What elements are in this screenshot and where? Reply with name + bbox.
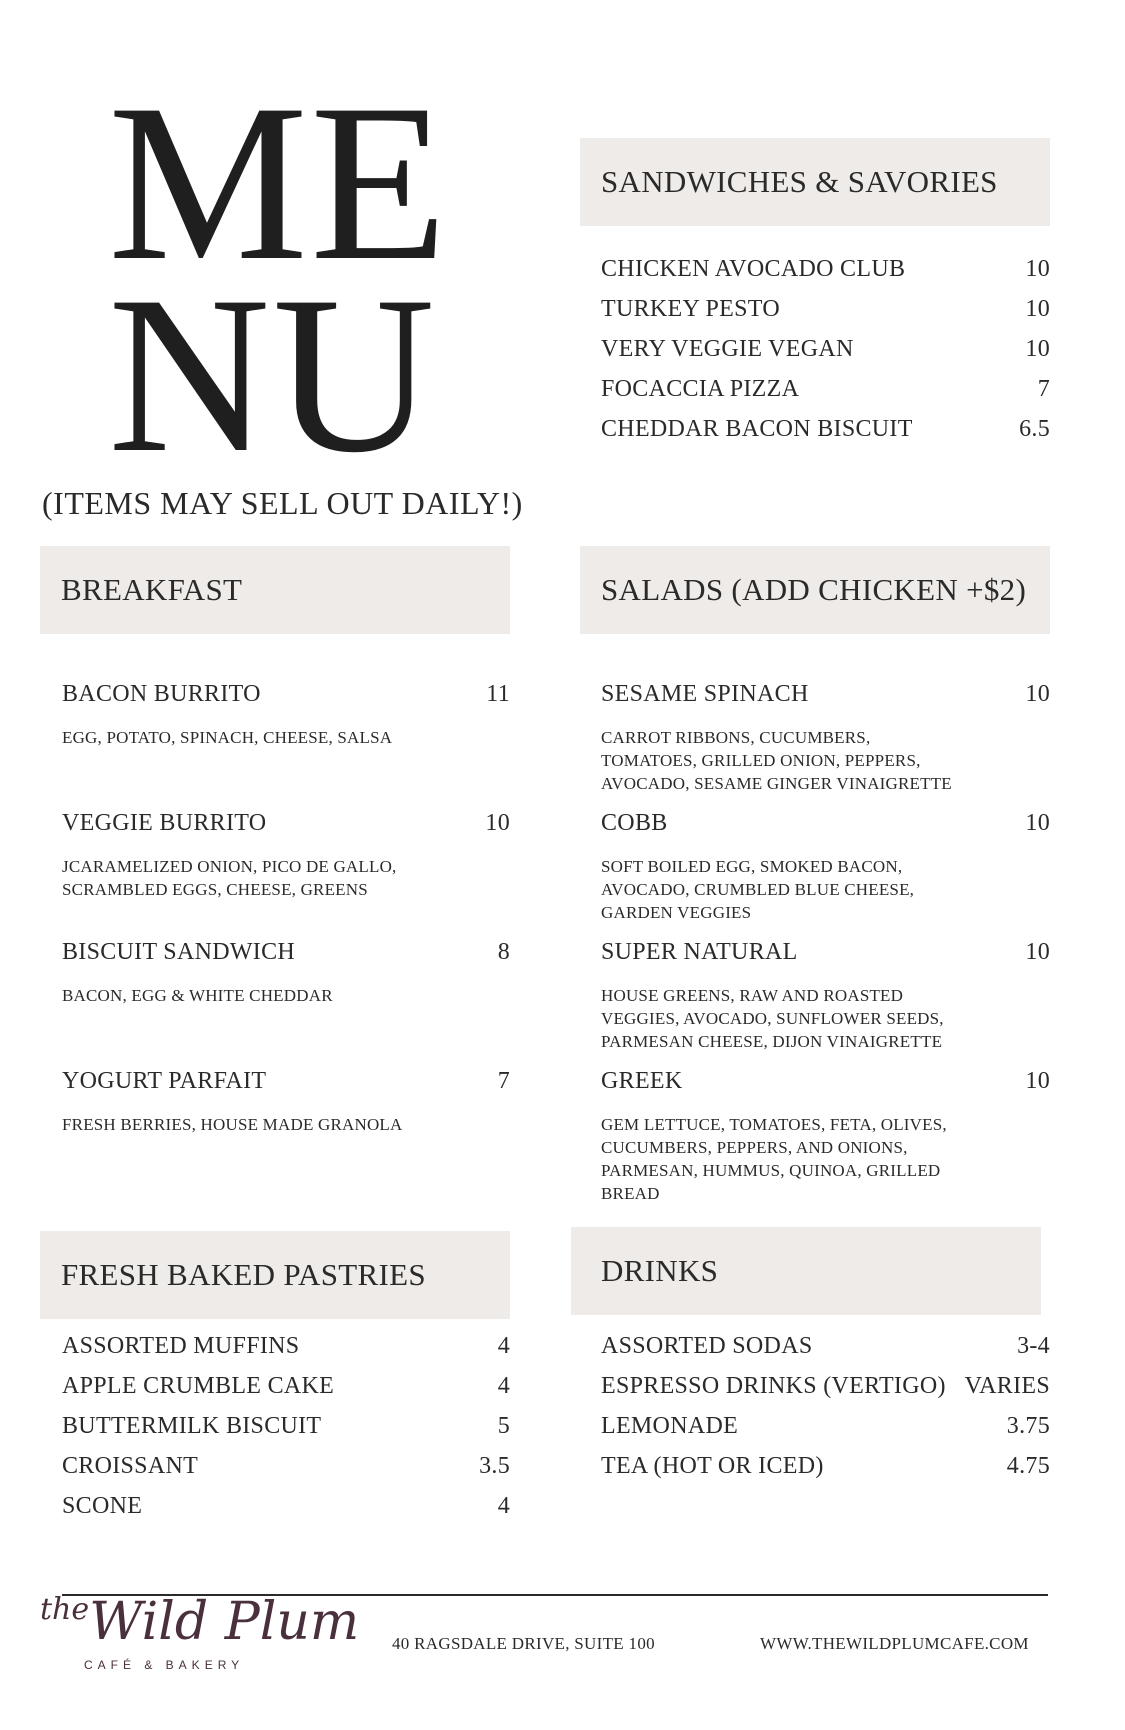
menu-item [601, 416, 1050, 443]
item-name: ESPRESSO DRINKS (VERTIGO) [601, 1373, 946, 1399]
item-name: COBB [601, 810, 668, 836]
item-price: 3.5 [479, 1453, 510, 1479]
item-price: 8 [497, 939, 510, 965]
item-price: 5 [497, 1413, 510, 1439]
item-price: 7 [497, 1068, 510, 1094]
description-line: EGG, POTATO, SPINACH, CHEESE, SALSA [62, 728, 393, 747]
item-description [62, 855, 397, 901]
item-price: 7 [1037, 376, 1050, 402]
menu-item [62, 1493, 510, 1520]
item-description [601, 984, 944, 1053]
item-name: TEA (HOT OR ICED) [601, 1453, 824, 1479]
item-price: 10 [1025, 939, 1050, 965]
item-name: LEMONADE [601, 1413, 739, 1439]
menu-title-line1: ME [108, 57, 450, 307]
description-line: VEGGIES, AVOCADO, SUNFLOWER SEEDS, [601, 1009, 944, 1028]
menu-item [601, 681, 1050, 708]
item-price: 4 [497, 1333, 510, 1359]
item-description [601, 726, 952, 795]
sellout-note: (ITEMS MAY SELL OUT DAILY!) [42, 485, 523, 521]
menu-item [62, 1373, 510, 1400]
item-name: BUTTERMILK BISCUIT [62, 1413, 322, 1439]
section-header-salads [580, 546, 1050, 634]
description-line: HOUSE GREENS, RAW AND ROASTED [601, 986, 904, 1005]
menu-item [601, 1333, 1050, 1360]
item-price: 10 [485, 810, 510, 836]
item-name: SCONE [62, 1493, 143, 1519]
menu-item [601, 1453, 1050, 1480]
section-title: SALADS (ADD CHICKEN +$2) [601, 572, 1027, 607]
item-name: VEGGIE BURRITO [62, 810, 267, 836]
description-line: SOFT BOILED EGG, SMOKED BACON, [601, 857, 903, 876]
description-line: CARROT RIBBONS, CUCUMBERS, [601, 728, 871, 747]
logo-tagline: CAFÉ & BAKERY [84, 1658, 245, 1672]
item-name: BISCUIT SANDWICH [62, 939, 296, 965]
item-name: ASSORTED SODAS [601, 1333, 813, 1359]
address: 40 RAGSDALE DRIVE, SUITE 100 [392, 1634, 655, 1653]
item-price: 10 [1025, 681, 1050, 707]
item-name: SESAME SPINACH [601, 681, 809, 707]
item-price: 6.5 [1019, 416, 1050, 442]
menu-item [601, 256, 1050, 283]
item-name: BACON BURRITO [62, 681, 261, 707]
item-price: 10 [1025, 336, 1050, 362]
description-line: PARMESAN, HUMMUS, QUINOA, GRILLED [601, 1161, 941, 1180]
item-description [601, 1113, 947, 1205]
section-header-sandwiches [580, 138, 1050, 226]
item-price: 4 [497, 1373, 510, 1399]
menu-item [62, 1453, 510, 1480]
item-name: CHEDDAR BACON BISCUIT [601, 416, 913, 442]
item-description [62, 726, 392, 749]
description-line: GARDEN VEGGIES [601, 903, 752, 922]
menu-item [601, 376, 1050, 403]
menu-item [601, 1373, 1050, 1400]
description-line: GEM LETTUCE, TOMATOES, FETA, OLIVES, [601, 1115, 947, 1134]
item-price: VARIES [964, 1373, 1050, 1399]
website-link[interactable]: WWW.THEWILDPLUMCAFE.COM [760, 1634, 1029, 1653]
description-line: CUCUMBERS, PEPPERS, AND ONIONS, [601, 1138, 908, 1157]
section-title: BREAKFAST [61, 572, 243, 607]
item-name: APPLE CRUMBLE CAKE [62, 1373, 335, 1399]
item-price: 10 [1025, 256, 1050, 282]
description-line: TOMATOES, GRILLED ONION, PEPPERS, [601, 751, 921, 770]
menu-item [601, 296, 1050, 323]
logo-name: Wild Plum [89, 1592, 360, 1652]
description-line: SCRAMBLED EGGS, CHEESE, GREENS [62, 880, 368, 899]
item-name: CHICKEN AVOCADO CLUB [601, 256, 906, 282]
item-name: VERY VEGGIE VEGAN [601, 336, 854, 362]
description-line: FRESH BERRIES, HOUSE MADE GRANOLA [62, 1115, 403, 1134]
menu-item [601, 939, 1050, 966]
section-title: DRINKS [601, 1253, 719, 1288]
description-line: JCARAMELIZED ONION, PICO DE GALLO, [62, 857, 397, 876]
item-price: 3-4 [1017, 1333, 1050, 1359]
item-price: 10 [1025, 296, 1050, 322]
item-price: 3.75 [1006, 1413, 1050, 1439]
item-name: SUPER NATURAL [601, 939, 798, 965]
section-header-pastries [40, 1231, 510, 1319]
menu-item [62, 939, 510, 966]
menu-title-line2: NU [108, 249, 437, 499]
description-line: BACON, EGG & WHITE CHEDDAR [62, 986, 333, 1005]
item-description [62, 1113, 403, 1136]
description-line: PARMESAN CHEESE, DIJON VINAIGRETTE [601, 1032, 943, 1051]
menu-item [62, 1068, 510, 1095]
item-description [62, 984, 333, 1007]
item-name: YOGURT PARFAIT [62, 1068, 267, 1094]
item-price: 4 [497, 1493, 510, 1519]
item-name: FOCACCIA PIZZA [601, 376, 800, 402]
menu-item [62, 1413, 510, 1440]
menu-item [601, 1413, 1050, 1440]
item-name: ASSORTED MUFFINS [62, 1333, 300, 1359]
section-title: SANDWICHES & SAVORIES [601, 164, 998, 199]
item-name: TURKEY PESTO [601, 296, 780, 322]
item-price: 4.75 [1006, 1453, 1050, 1479]
logo-the: the [40, 1592, 90, 1627]
section-title: FRESH BAKED PASTRIES [61, 1257, 426, 1292]
menu-item [62, 810, 510, 837]
description-line: AVOCADO, CRUMBLED BLUE CHEESE, [601, 880, 915, 899]
section-header-breakfast [40, 546, 510, 634]
section-header-drinks [571, 1227, 1041, 1315]
menu-item [62, 1333, 510, 1360]
item-name: CROISSANT [62, 1453, 199, 1479]
menu-item [601, 336, 1050, 363]
item-price: 10 [1025, 810, 1050, 836]
description-line: AVOCADO, SESAME GINGER VINAIGRETTE [601, 774, 952, 793]
menu-item [62, 681, 510, 708]
item-price: 11 [486, 681, 510, 707]
item-name: GREEK [601, 1068, 683, 1094]
description-line: BREAD [601, 1184, 660, 1203]
menu-item [601, 1068, 1050, 1095]
menu-item [601, 810, 1050, 837]
item-description [601, 855, 914, 924]
wild-plum-logo [40, 1592, 359, 1652]
item-price: 10 [1025, 1068, 1050, 1094]
